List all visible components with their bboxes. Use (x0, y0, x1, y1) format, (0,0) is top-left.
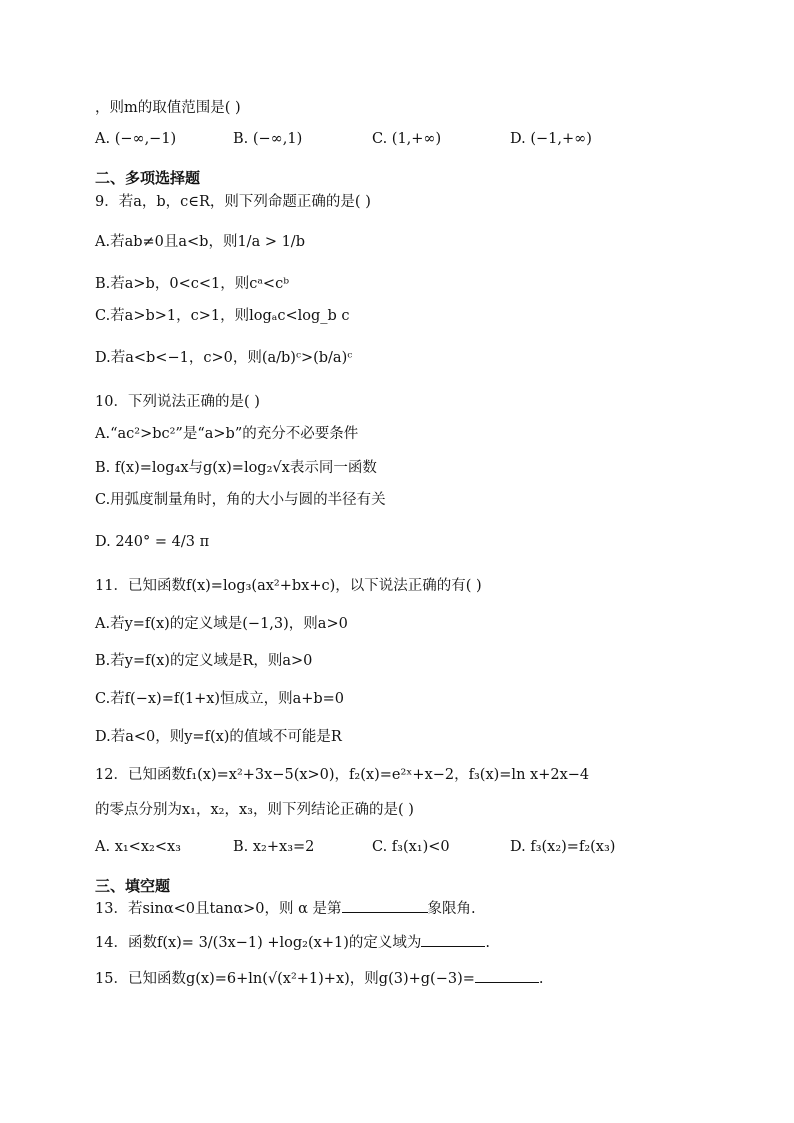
q8-option-b: B. (−∞,1) (233, 131, 303, 147)
q13-text-after: 象限角. (427, 901, 476, 917)
q12-option-b: B. x₂+x₃=2 (233, 839, 315, 855)
q14-answer-blank[interactable] (421, 932, 485, 947)
q8-option-a: A. (−∞,−1) (95, 131, 177, 147)
q12-option-d: D. f₃(x₂)=f₂(x₃) (510, 839, 616, 855)
q12-stem-line1: 12．已知函数f₁(x)=x²+3x−5(x>0)，f₂(x)=e²ˣ+x−2，f₃(x)=ln x+2x−4 (95, 767, 590, 783)
q10-option-d: D. 240° = 4/3 π (95, 534, 210, 550)
q12-stem-line2: 的零点分别为x₁，x₂，x₃，则下列结论正确的是( ) (95, 802, 414, 818)
q14-line (95, 932, 490, 953)
q12-option-c: C. f₃(x₁)<0 (372, 839, 450, 855)
q11-option-a: A.若y=f(x)的定义域是(−1,3)，则a>0 (95, 616, 348, 632)
q13-text-before: 13．若sinα<0且tanα>0，则 α 是第 (95, 901, 342, 917)
q14-text-before: 14．函数f(x)= 3/(3x−1) +log₂(x+1)的定义域为 (95, 935, 422, 951)
q8-stem-tail: ，则m的取值范围是( ) (95, 100, 241, 116)
q10-option-b: B. f(x)=log₄x与g(x)=log₂√x表示同一函数 (95, 460, 377, 476)
q9-stem: 9．若a，b，c∈R，则下列命题正确的是( ) (95, 194, 371, 210)
q8-option-c: C. (1,+∞) (372, 131, 442, 147)
q11-stem: 11．已知函数f(x)=log₃(ax²+bx+c)，以下说法正确的有( ) (95, 578, 482, 594)
q9-option-d: D.若a<b<−1，c>0，则(a/b)ᶜ>(b/a)ᶜ (95, 350, 353, 366)
q13-line (95, 898, 476, 919)
q15-text-after: . (538, 971, 544, 987)
q10-option-a: A.“ac²>bc²”是“a>b”的充分不必要条件 (95, 426, 359, 442)
q11-option-c: C.若f(−x)=f(1+x)恒成立，则a+b=0 (95, 691, 345, 707)
q9-option-b: B.若a>b，0<c<1，则cᵃ<cᵇ (95, 276, 289, 292)
q15-line (95, 968, 543, 989)
section-fill-blank-title: 三、填空题 (95, 877, 171, 895)
q11-option-b: B.若y=f(x)的定义域是R，则a>0 (95, 653, 313, 669)
q12-option-a: A. x₁<x₂<x₃ (95, 839, 181, 855)
section-multiple-choice-title: 二、多项选择题 (95, 169, 201, 187)
q13-answer-blank[interactable] (342, 898, 428, 913)
q9-option-c: C.若a>b>1，c>1，则logₐc<log_b c (95, 308, 350, 324)
q15-text-before: 15．已知函数g(x)=6+ln(√(x²+1)+x)，则g(3)+g(−3)= (95, 971, 475, 987)
q15-answer-blank[interactable] (475, 968, 539, 983)
q8-option-d: D. (−1,+∞) (510, 131, 592, 147)
q10-stem: 10．下列说法正确的是( ) (95, 394, 260, 410)
q11-option-d: D.若a<0，则y=f(x)的值域不可能是R (95, 729, 342, 745)
q10-option-c: C.用弧度制量角时，角的大小与圆的半径有关 (95, 492, 386, 508)
q9-option-a: A.若ab≠0且a<b，则1/a > 1/b (95, 234, 305, 250)
q14-text-after: . (485, 935, 490, 951)
